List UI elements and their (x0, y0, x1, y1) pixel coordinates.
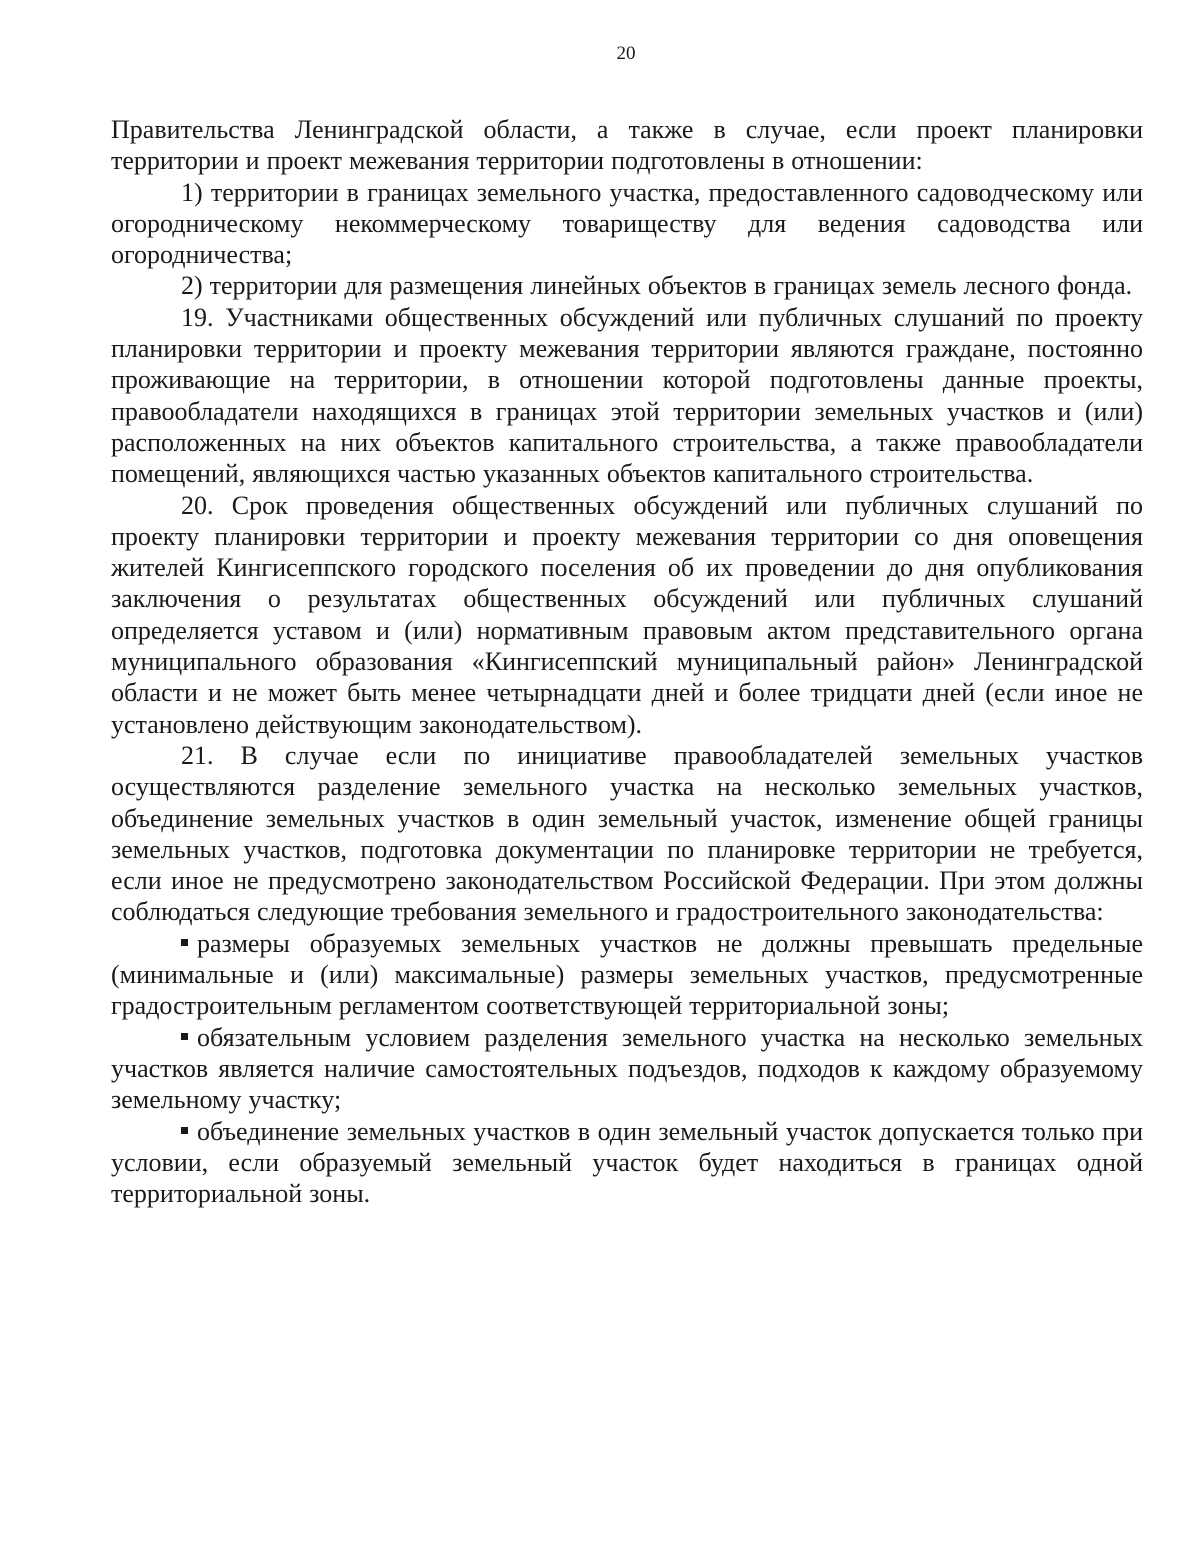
paragraph-item-1: 1) территории в границах земельного участка, предоставленного садоводческому или огородническому некоммерческому товариществу для ведения садоводства или огородничества; (111, 177, 1143, 270)
bullet-text: объединение земельных участков в один земельный участок допускается только при условии, если образуемый земельный участок будет находиться в границах одной территориальной зоны. (111, 1116, 1143, 1209)
paragraph-item-2: 2) территории для размещения линейных объектов в границах земель лесного фонда. (181, 271, 1133, 301)
paragraph-clause-21: 21. В случае если по инициативе правообладателей земельных участков осуществляются разделение земельного участка на несколько земельных участков, объединение земельных участков в один земельный участок, изменение общей границы земельных участков, подготовка документации по планировке территории не требуется, если иное не предусмотрено законодательством Российской Федерации. При этом должны соблюдаться следующие требования земельного и градостроительного законодательства: (111, 740, 1143, 927)
paragraph-clause-19: 19. Участниками общественных обсуждений или публичных слушаний по проекту планировки территории и проекту межевания территории являются граждане, постоянно проживающие на территории, в отношении которой подготовлены данные проекты, правообладатели находящихся в границах этой территории земельных участков и (или) расположенных на них объектов капитального строительства, а также правообладатели помещений, являющихся частью указанных объектов капитального строительства. (111, 302, 1143, 489)
page-number: 20 (616, 43, 636, 64)
square-bullet-icon (181, 1033, 188, 1040)
square-bullet-icon (181, 939, 188, 946)
square-bullet-icon (181, 1127, 188, 1134)
bullet-paragraph-1 (111, 928, 1143, 1022)
bullet-text: размеры образуемых земельных участков не должны превышать предельные (минимальные и (или) максимальные) размеры земельных участков, предусмотренные градостроительным регламентом соответствующей территориальной зоны; (111, 928, 1143, 1021)
bullet-paragraph-2 (111, 1022, 1143, 1116)
bullet-text: обязательным условием разделения земельного участка на несколько земельных участков является наличие самостоятельных подъездов, подходов к каждому образуемому земельному участку; (111, 1022, 1143, 1115)
paragraph-clause-20: 20. Срок проведения общественных обсуждений или публичных слушаний по проекту планировки территории и проекту межевания территории со дня оповещения жителей Кингисеппского городского поселения об их проведении до дня опубликования заключения о результатах общественных обсуждений или публичных слушаний определяется уставом и (или) нормативным правовым актом представительного органа муниципального образования «Кингисеппский муниципальный район» Ленинградской области и не может быть менее четырнадцати дней и более тридцати дней (если иное не установлено действующим законодательством). (111, 490, 1143, 739)
document-body (111, 114, 1143, 1209)
paragraph-continuation: Правительства Ленинградской области, а также в случае, если проект планировки территории и проект межевания территории подготовлены в отношении: (111, 115, 1143, 176)
bullet-paragraph-3 (111, 1116, 1143, 1210)
